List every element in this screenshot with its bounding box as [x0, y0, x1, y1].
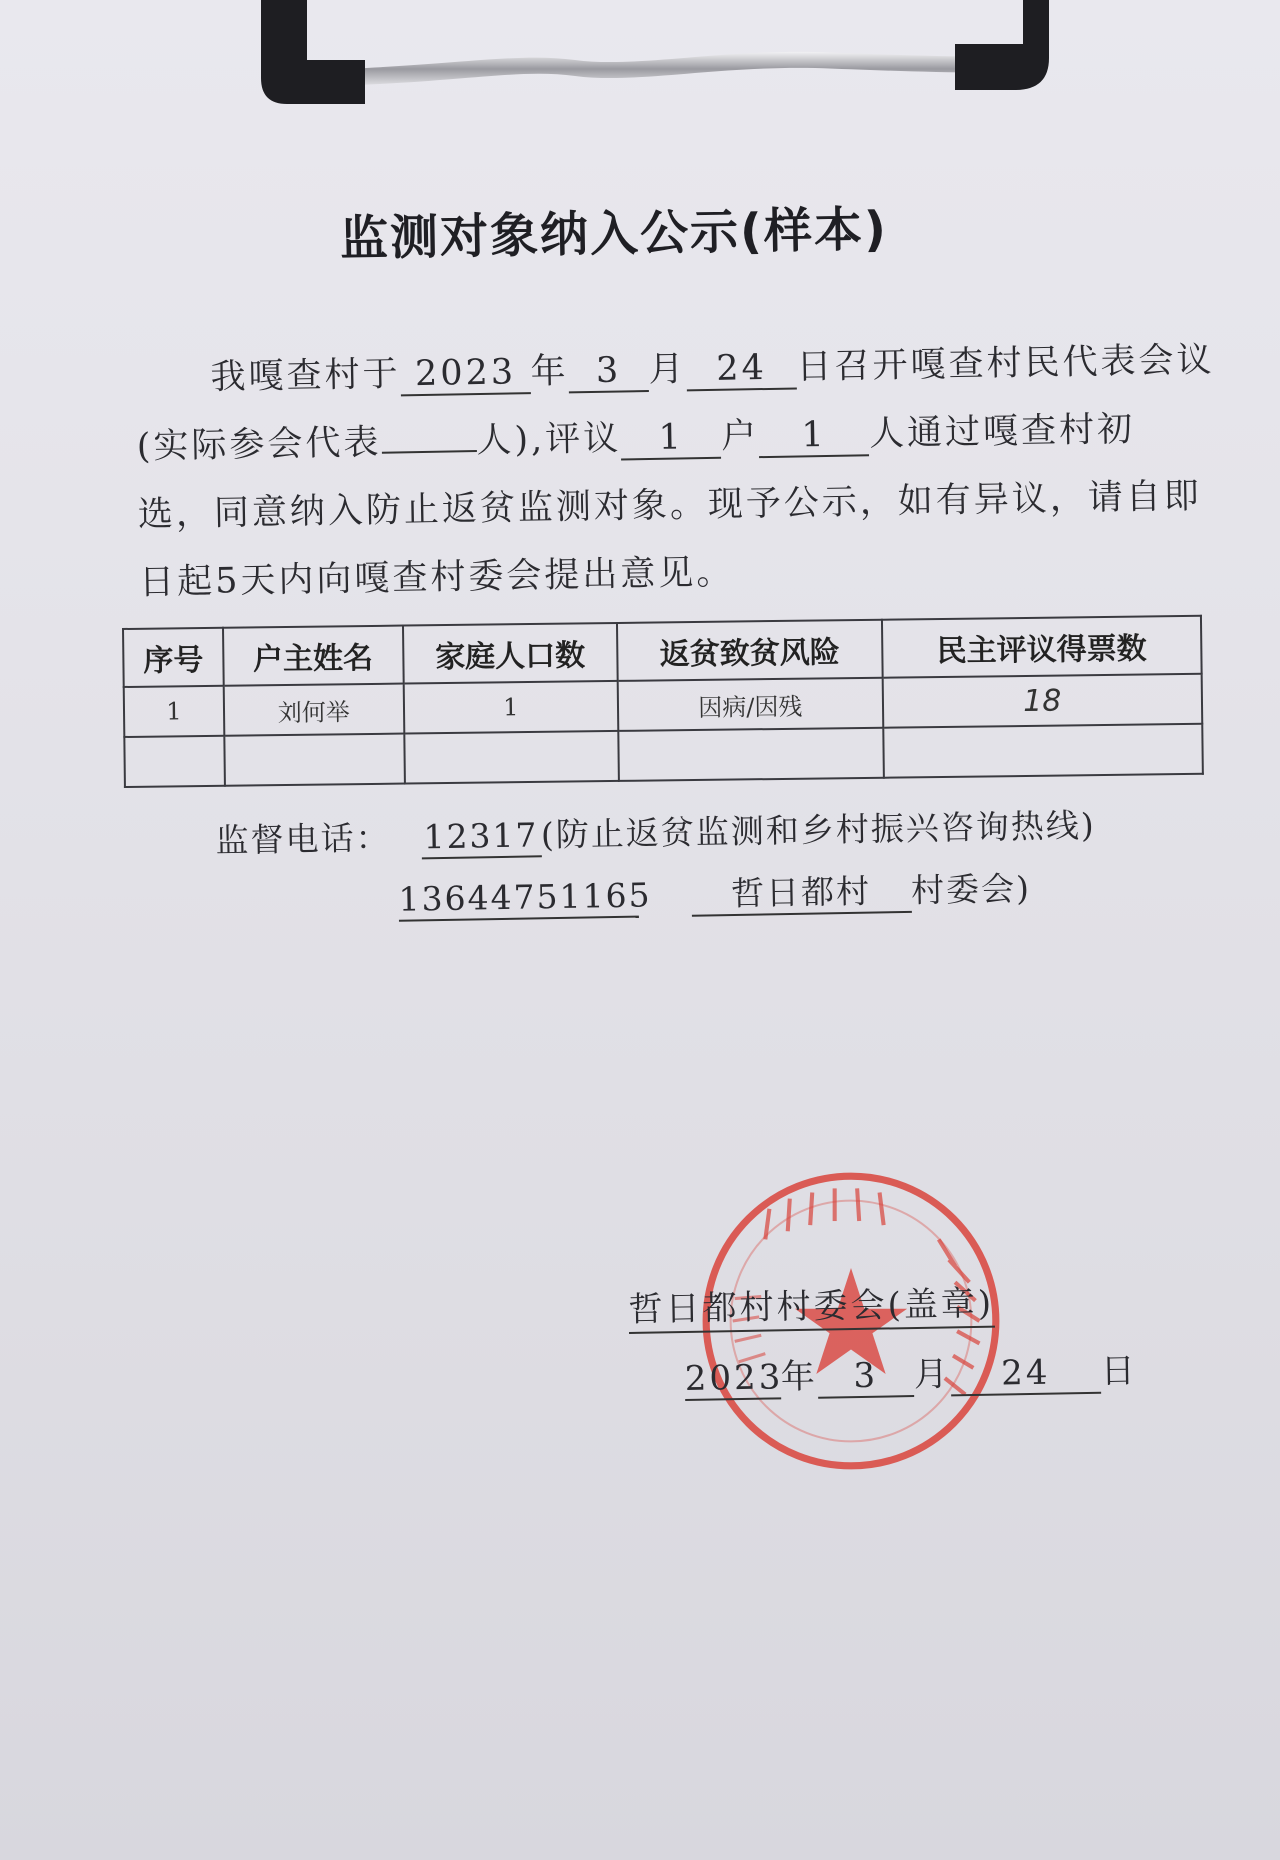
signature-block [628, 1265, 1190, 1415]
cell-risk: 因病/因残 [618, 678, 883, 731]
cell-risk [618, 728, 883, 781]
signature-committee: 哲日都村村委会(盖章) [628, 1284, 994, 1334]
signature-day: 24 [950, 1352, 1101, 1397]
signature-date-row [629, 1335, 1190, 1415]
column-header-name: 户主姓名 [223, 626, 403, 686]
column-header-votes: 民主评议得票数 [882, 616, 1202, 678]
notice-paragraph [135, 327, 1215, 617]
signature-month: 3 [817, 1355, 914, 1399]
notice-line-3: 选，同意纳入防止返贫监测对象。现予公示，如有异议，请自即 [137, 476, 1203, 535]
cell-family-size: 1 [403, 681, 618, 734]
monitoring-table [122, 615, 1204, 788]
intro-text-5: (实际参会代表 [136, 422, 382, 467]
cell-family-size [404, 731, 619, 784]
signature-month-label: 月 [913, 1354, 952, 1396]
intro-text-2: 年 [530, 351, 569, 393]
page-title: 监测对象纳入公示(样本) [339, 201, 889, 267]
cell-name [224, 734, 404, 786]
column-header-family-size: 家庭人口数 [403, 623, 618, 684]
hotline-description: (防止返贫监测和乡村振兴咨询热线) [540, 805, 1096, 855]
attendee-count [382, 450, 477, 454]
clipboard-clip-icon [255, 0, 1055, 110]
intro-text-4: 日召开嘎查村民代表会议 [796, 340, 1215, 388]
cell-name: 刘何举 [224, 684, 404, 736]
signature-year-label: 年 [780, 1356, 819, 1398]
village-phone: 13644751165 [398, 876, 639, 922]
signature-committee-row [628, 1265, 1189, 1345]
hotline-number: 12317 [421, 815, 542, 859]
cell-votes [883, 724, 1203, 778]
village-name: 哲日都村 [691, 871, 912, 917]
intro-text-8: 人通过嘎查村初 [868, 409, 1136, 455]
meeting-year: 2023 [400, 352, 531, 396]
intro-text-6: 人),评议 [476, 418, 622, 462]
intro-text-3: 月 [648, 349, 687, 391]
household-count: 1 [621, 417, 722, 461]
signature-day-label: 日 [1100, 1351, 1139, 1392]
meeting-day: 24 [686, 347, 797, 391]
cell-index [124, 736, 224, 787]
column-header-index: 序号 [123, 628, 224, 687]
contact-section [215, 793, 1167, 934]
column-header-risk: 返贫致贫风险 [617, 620, 882, 681]
signature-year: 2023 [684, 1357, 784, 1400]
person-count: 1 [759, 414, 870, 458]
intro-text-7: 户 [720, 416, 760, 457]
cell-votes: 18 [882, 674, 1202, 728]
intro-text-1: 我嘎查村于 [210, 354, 401, 398]
cell-index: 1 [124, 686, 224, 737]
meeting-month: 3 [568, 350, 649, 393]
committee-suffix: 村委会) [910, 868, 1032, 910]
hotline-label: 监督电话： [215, 817, 391, 860]
notice-line-4: 日起5天内向嘎查村委会提出意见。 [138, 552, 735, 603]
